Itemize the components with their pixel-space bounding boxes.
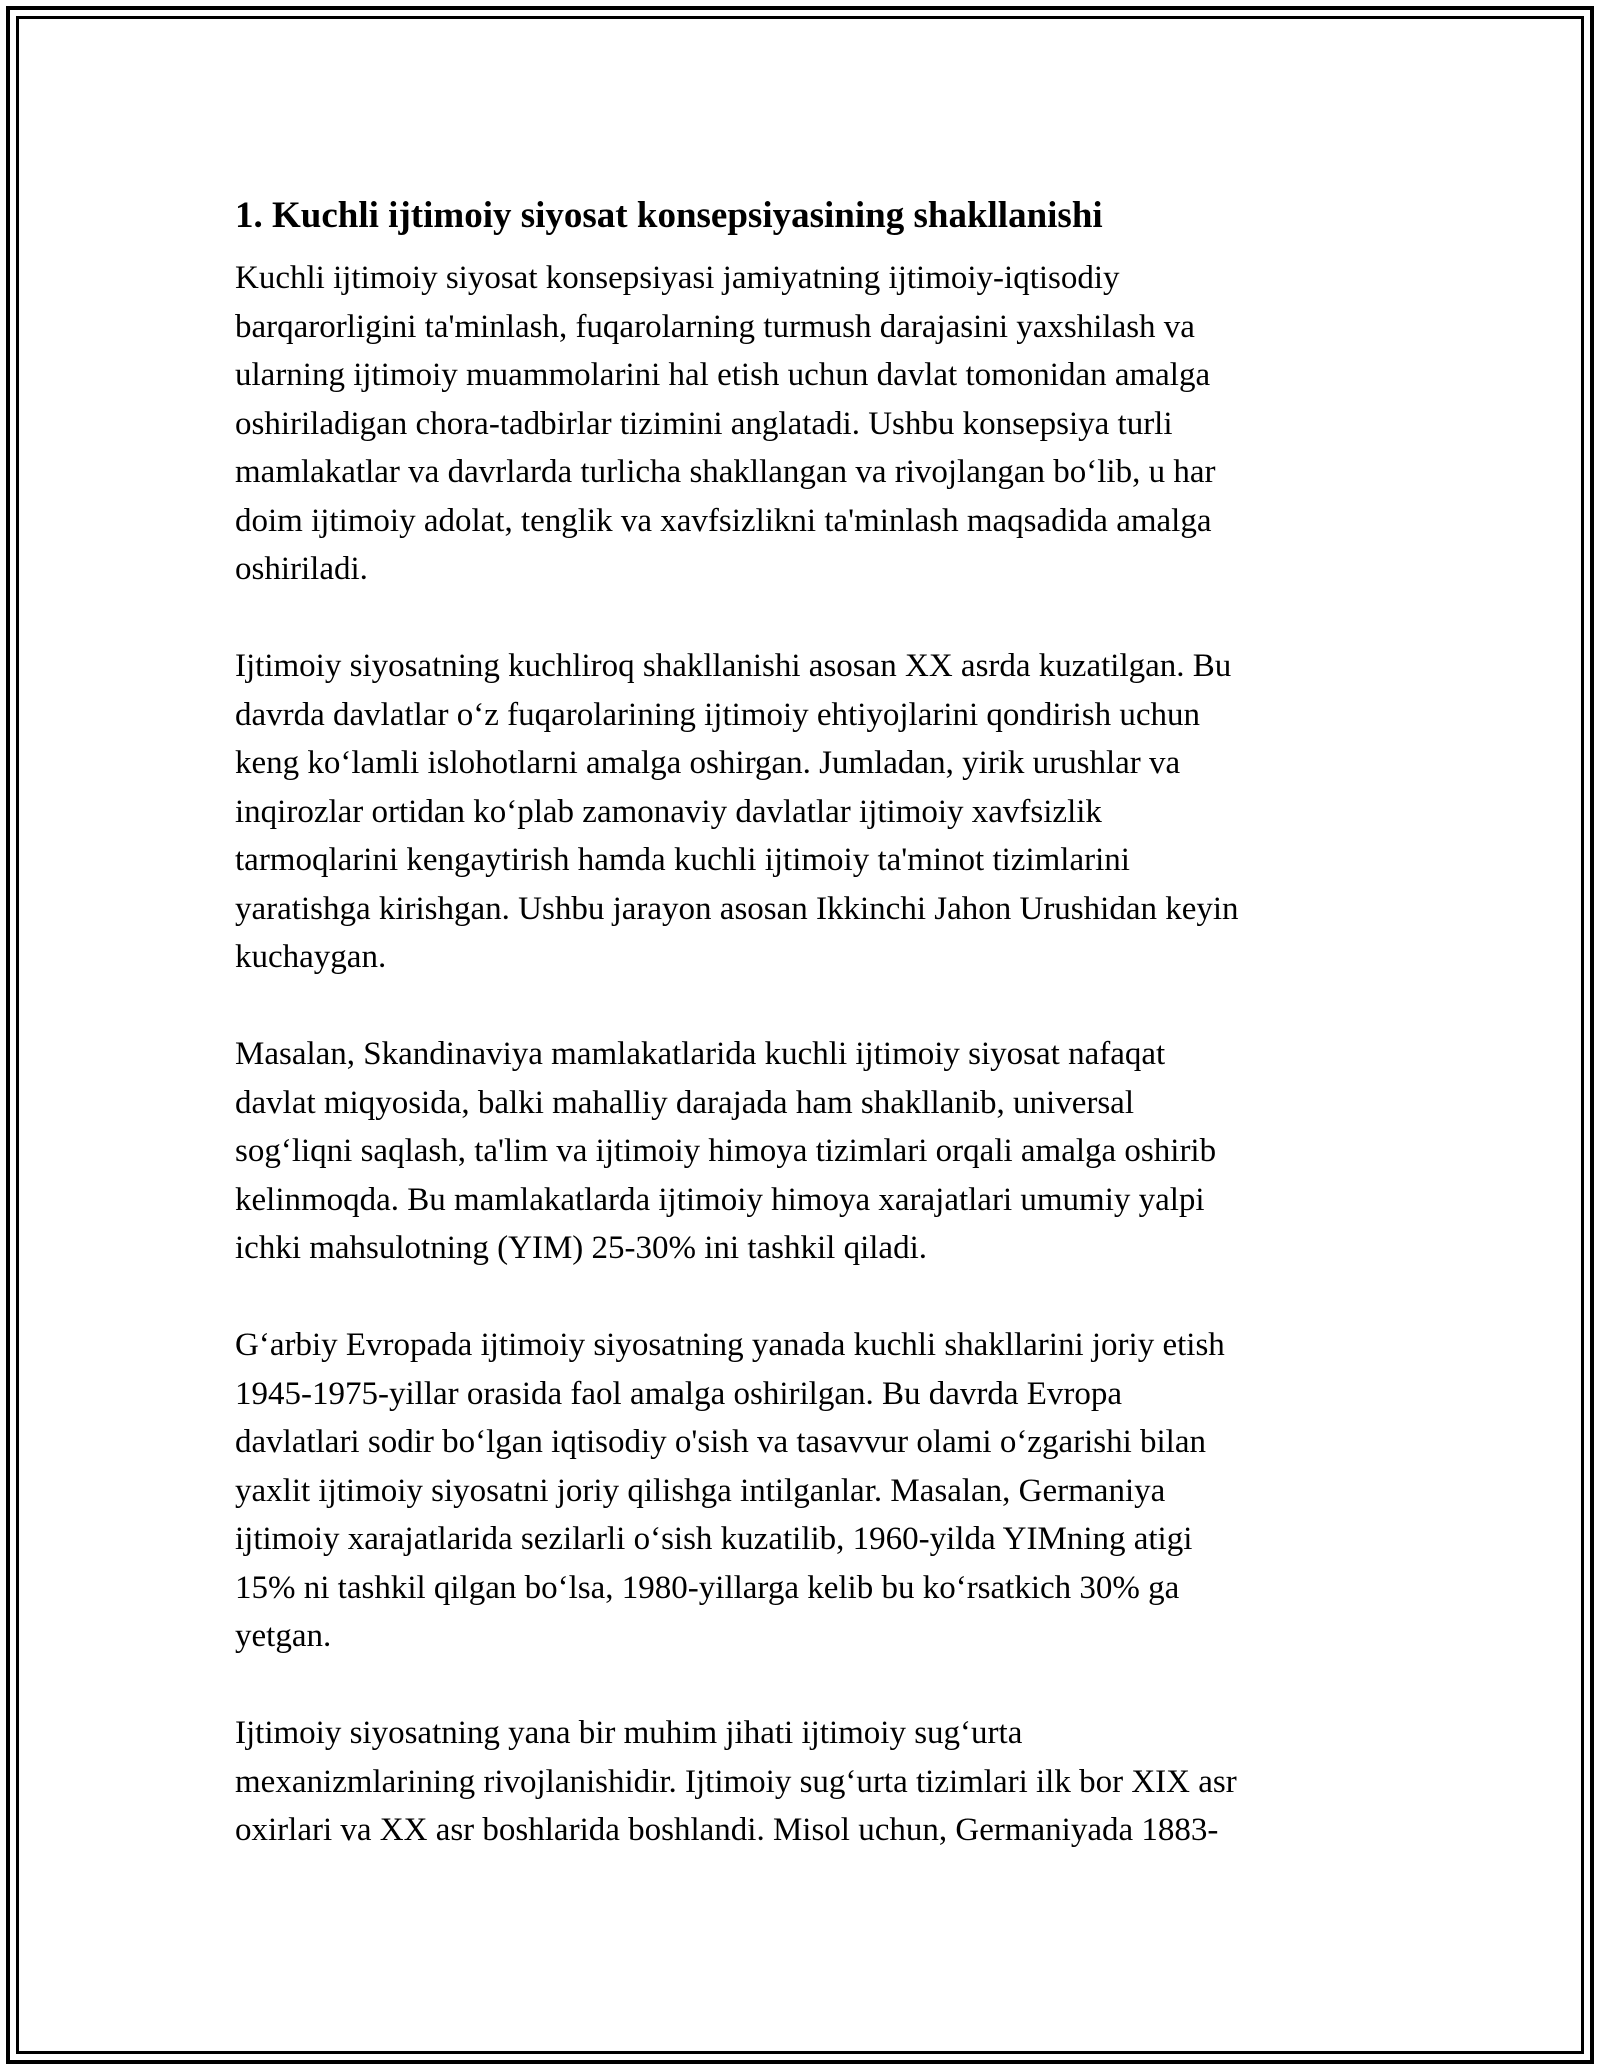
- section-heading: 1. Kuchli ijtimoiy siyosat konsepsiyasining shakllanishi: [235, 195, 1103, 236]
- paragraph-3: Masalan, Skandinaviya mamlakatlarida kuchli ijtimoiy siyosat nafaqat davlat miqyosida, balki mahalliy darajada ham shakllanib, universal sogʻliqni saqlash, ta'lim va ijtimoiy himoya tizimlari orqali amalga oshirib kelinmoqda. Bu mamlakatlarda ijtimoiy himoya xarajatlari umumiy yalpi ichki mahsulotning (YIM) 25-30% ini tashkil qiladi.: [235, 1036, 1217, 1266]
- paragraph-4: Gʻarbiy Evropada ijtimoiy siyosatning yanada kuchli shakllarini joriy etish 1945-1975-yillar orasida faol amalga oshirilgan. Bu davrda Evropa davlatlari sodir boʻlgan iqtisodiy o'sish va tasavvur olami oʻzgarishi bilan yaxlit ijtimoiy siyosatni joriy qilishga intilganlar. Masalan, Germaniya ijtimoiy xarajatlarida sezilarli oʻsish kuzatilib, 1960-yilda YIMning atigi 15% ni tashkil qilgan boʻlsa, 1980-yillarga kelib bu koʻrsatkich 30% ga yetgan.: [235, 1327, 1225, 1654]
- paragraph-1: Kuchli ijtimoiy siyosat konsepsiyasi jamiyatning ijtimoiy-iqtisodiy barqarorligini ta'minlash, fuqarolarning turmush darajasini yaxshilash va ularning ijtimoiy muammolarini hal etish uchun davlat tomonidan amalga oshiriladigan chora-tadbirlar tizimini anglatadi. Ushbu konsepsiya turli mamlakatlar va davrlarda turlicha shakllangan va rivojlangan boʻlib, u har doim ijtimoiy adolat, tenglik va xavfsizlikni ta'minlash maqsadida amalga oshiriladi.: [235, 260, 1216, 587]
- document-body: [235, 190, 1385, 1903]
- paragraph-5: Ijtimoiy siyosatning yana bir muhim jihati ijtimoiy sugʻurta mexanizmlarining rivojlanishidir. Ijtimoiy sugʻurta tizimlari ilk bor XIX asr oxirlari va XX asr boshlarida boshlandi. Misol uchun, Germaniyada 1883-: [235, 1715, 1237, 1848]
- paragraph-2: Ijtimoiy siyosatning kuchliroq shakllanishi asosan XX asrda kuzatilgan. Bu davrda davlatlar oʻz fuqarolarining ijtimoiy ehtiyojlarini qondirish uchun keng koʻlamli islohotlarni amalga oshirgan. Jumladan, yirik urushlar va inqirozlar ortidan koʻplab zamonaviy davlatlar ijtimoiy xavfsizlik tarmoqlarini kengaytirish hamda kuchli ijtimoiy ta'minot tizimlarini yaratishga kirishgan. Ushbu jarayon asosan Ikkinchi Jahon Urushidan keyin kuchaygan.: [235, 648, 1239, 975]
